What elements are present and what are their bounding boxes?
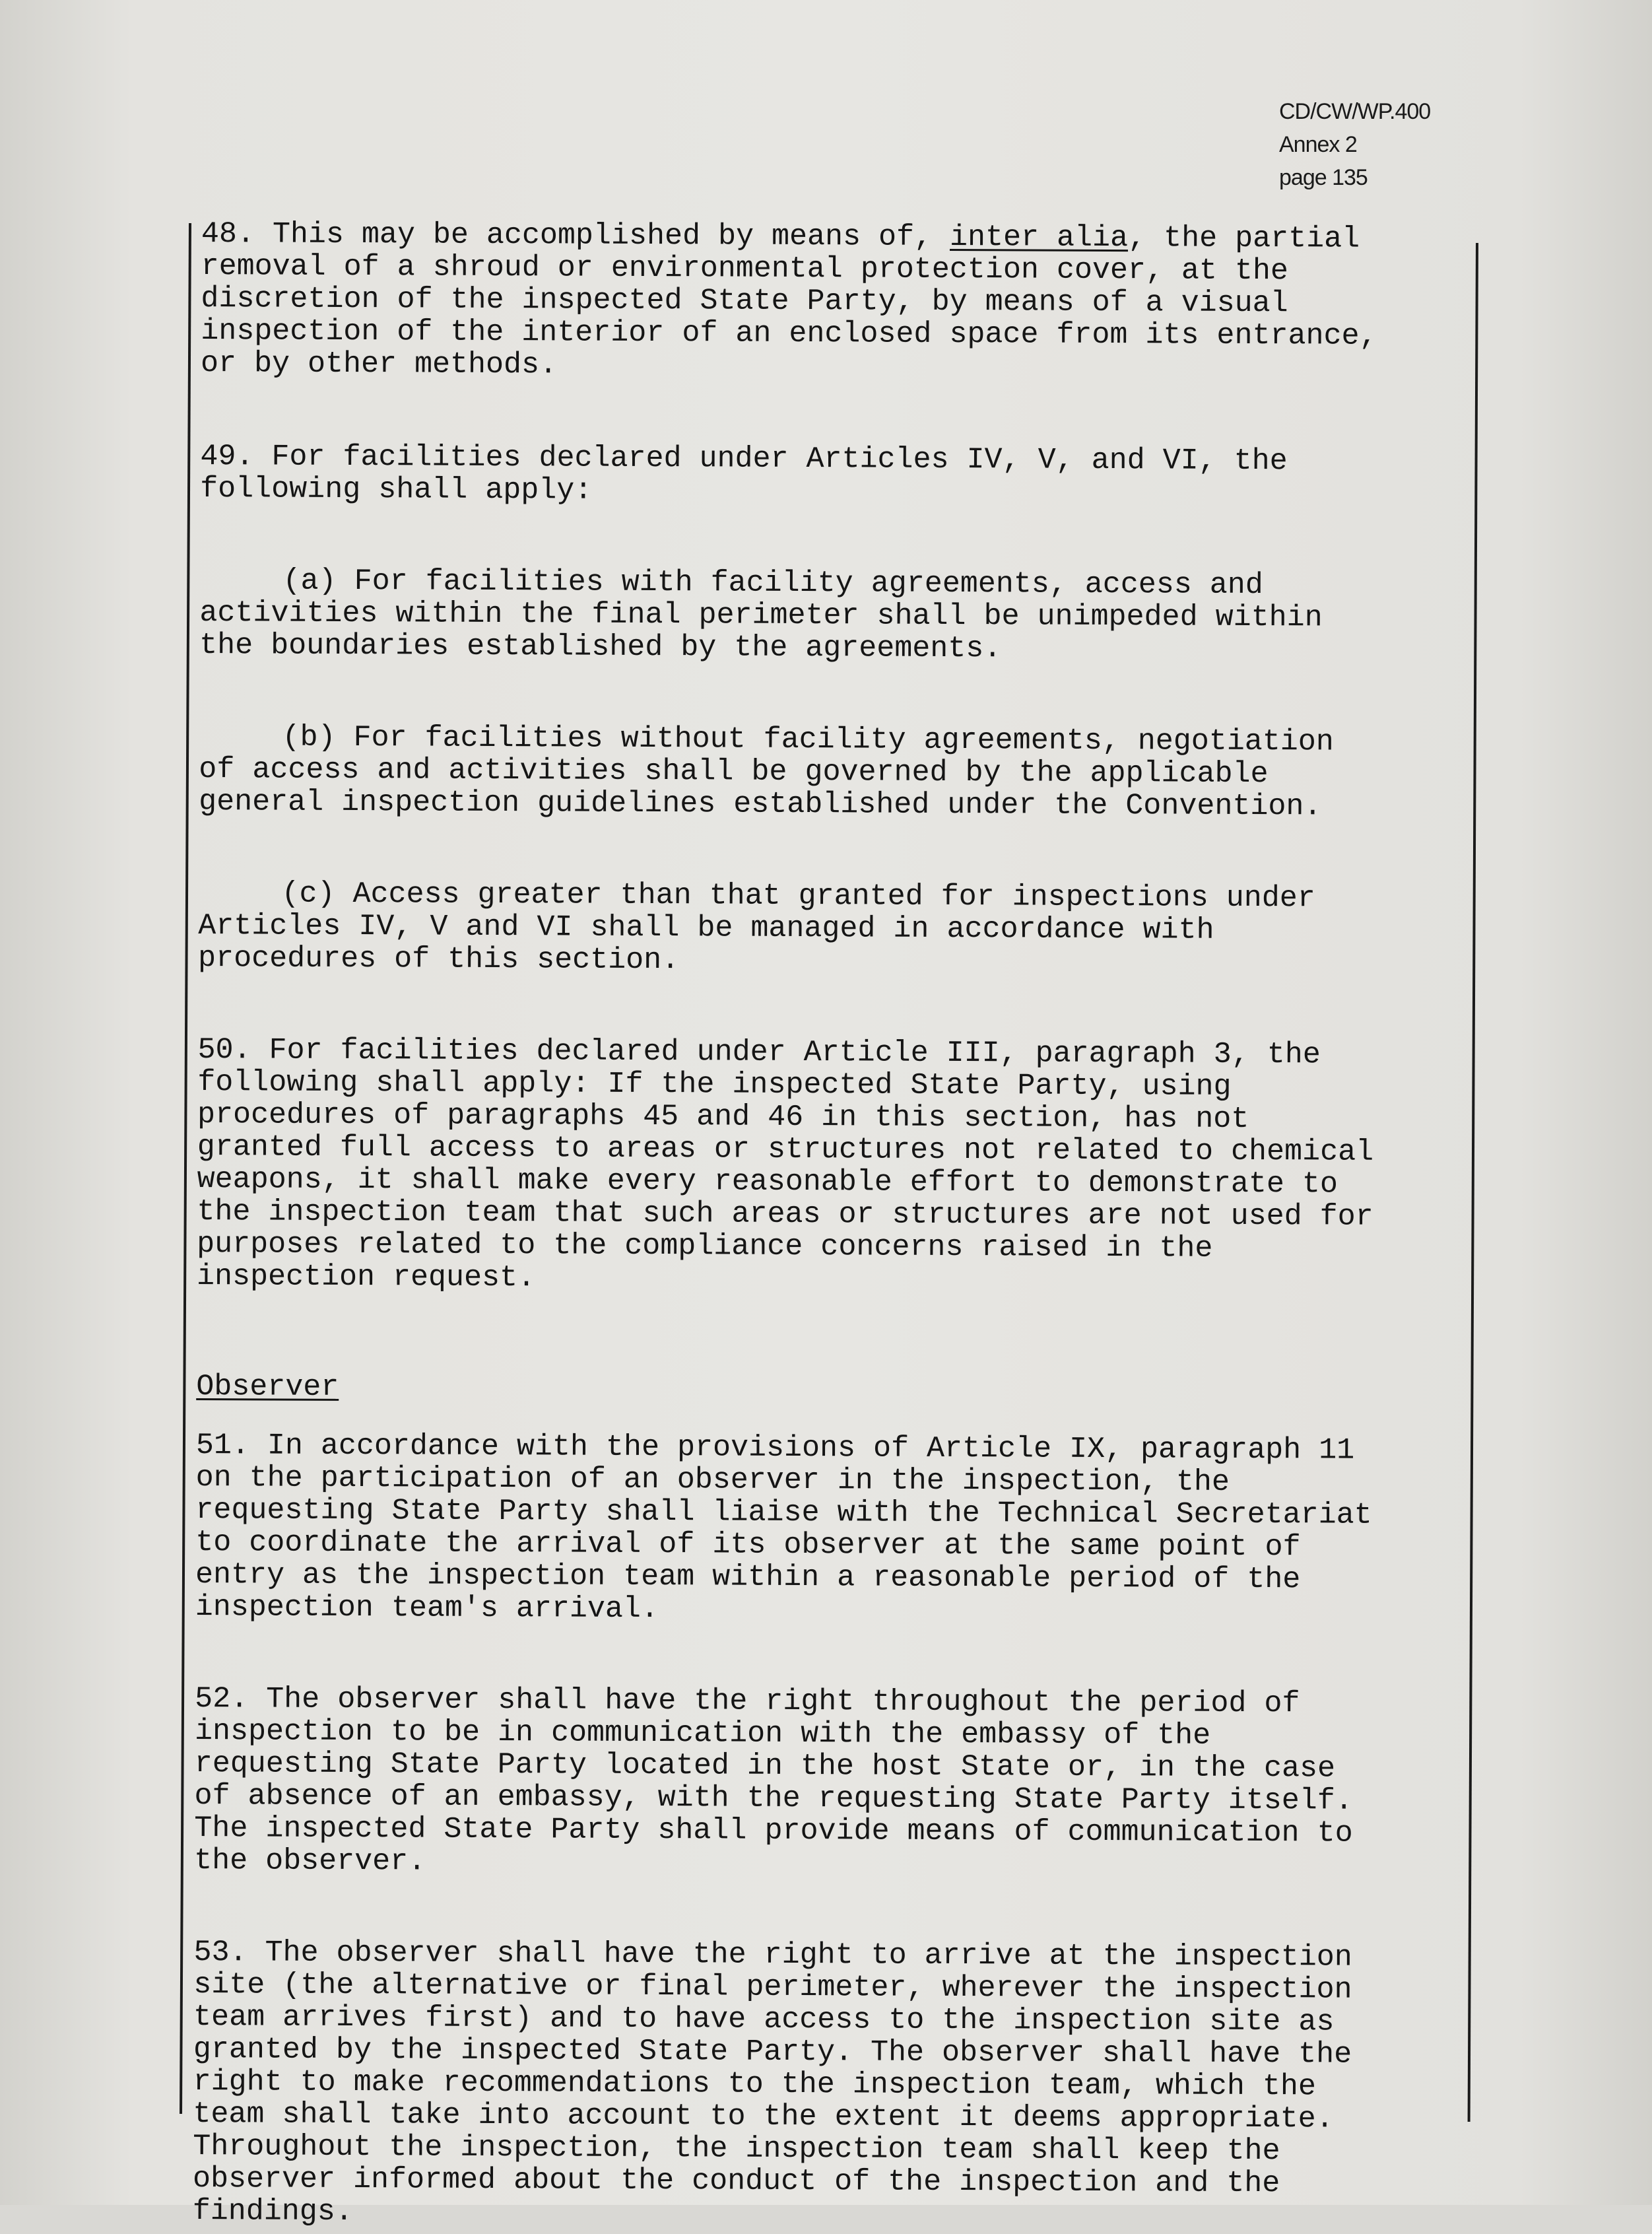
text-line: findings. [192, 2194, 353, 2229]
text-line: Articles IV, V and VI shall be managed in accordance with [198, 908, 1214, 947]
text-line: 53. The observer shall have the right to arrive at the inspection [193, 1935, 1352, 1975]
spacer [195, 1623, 1488, 1689]
text-line: to coordinate the arrival of its observer at the same point of [195, 1525, 1301, 1565]
text-line: purposes related to the compliance concerns raised in the [197, 1227, 1213, 1266]
paragraph-52 [194, 1683, 1488, 1883]
spacer [196, 1293, 1490, 1376]
paragraph-49b [199, 721, 1493, 824]
text-line: observer informed about the conduct of the inspection and the [192, 2161, 1280, 2201]
text-line: procedures of paragraphs 45 and 46 in this section, has not [197, 1097, 1249, 1136]
text-line: of absence of an embassy, with the requesting State Party itself. [194, 1778, 1353, 1818]
text-line: inspection to be in communication with the embassy of the [194, 1714, 1211, 1753]
text-line: (b) For facilities without facility agreements, negotiation [282, 720, 1334, 759]
text-line: the boundaries established by the agreements. [199, 628, 1002, 666]
text-line: on the participation of an observer in the inspection, the [195, 1460, 1230, 1499]
text-line: team shall take into account to the extent it deems appropriate. [193, 2097, 1334, 2136]
text-line: removal of a shroud or environmental protection cover, at the [201, 249, 1289, 288]
document-symbol: CD/CW/WP.400 [1279, 99, 1431, 124]
spacer [194, 1877, 1488, 1942]
text-line: team arrives first) and to have access to the inspection site as [193, 2000, 1335, 2039]
text-line: of access and activities shall be governed by the applicable [199, 752, 1269, 792]
left-margin-rule [180, 223, 191, 2114]
text-line: inspection of the interior of an enclosed space from its entrance, [201, 314, 1377, 353]
text-line: The inspected State Party shall provide means of communication to [194, 1811, 1353, 1850]
underlined-term: inter alia [949, 220, 1129, 255]
text-line: granted by the inspected State Party. The observer shall have the [193, 2032, 1352, 2072]
spacer [198, 974, 1492, 1040]
document-body [193, 218, 1495, 2233]
paragraph-49a [199, 564, 1494, 667]
text-line: the inspection team that such areas or structures are not used for [197, 1194, 1373, 1234]
text-line: weapons, it shall make every reasonable effort to demonstrate to [197, 1162, 1338, 1202]
text-line: the observer. [194, 1843, 426, 1879]
spacer [199, 818, 1492, 883]
text-line: or by other methods. [200, 346, 558, 382]
text-line: 49. For facilities declared under Articles IV, V, and VI, the [200, 439, 1288, 479]
text-line: inspection team's arrival. [195, 1590, 659, 1627]
text-line: procedures of this section. [197, 941, 680, 978]
section-heading [196, 1371, 1490, 1409]
text-line: following shall apply: [200, 471, 593, 508]
text-line: entry as the inspection team within a reasonable period of the [195, 1557, 1301, 1597]
annex-label: Annex 2 [1279, 132, 1357, 157]
spacer [200, 505, 1494, 570]
text-line: site (the alternative or final perimeter, wherever the inspection [193, 1967, 1352, 2007]
paragraph-50 [197, 1034, 1492, 1299]
paragraph-49 [200, 440, 1494, 511]
text-line: following shall apply: If the inspected State Party, using [197, 1065, 1232, 1104]
text-line: general inspection guidelines established under the Convention. [199, 784, 1322, 824]
page-number: page 135 [1279, 165, 1368, 190]
text-line: (c) Access greater than that granted for inspections under [281, 877, 1315, 916]
paragraph-51 [195, 1429, 1490, 1629]
text-line: Throughout the inspection, the inspection team shall keep the [193, 2129, 1280, 2169]
paragraph-53 [193, 1936, 1488, 2233]
paragraph-48 [201, 218, 1495, 386]
document-header [1279, 95, 1430, 194]
text-line: right to make recommendations to the inspection team, which the [193, 2064, 1317, 2104]
spacer [199, 661, 1493, 727]
text-line: requesting State Party located in the host State or, in the case [194, 1746, 1336, 1786]
text-line: discretion of the inspected State Party, by means of a visual [201, 281, 1288, 321]
heading-observer: Observer [196, 1369, 339, 1404]
text-span: , the partial [1128, 221, 1360, 256]
text-line: 52. The observer shall have the right throughout the period of [195, 1681, 1300, 1721]
text-line: inspection request. [196, 1259, 536, 1295]
paragraph-49c [198, 877, 1492, 980]
text-line: (a) For facilities with facility agreements, access and [282, 564, 1263, 603]
text-line: 50. For facilities declared under Article III, paragraph 3, the [197, 1032, 1321, 1072]
text-line: 51. In accordance with the provisions of Article IX, paragraph 11 [195, 1428, 1355, 1468]
text-span: 48. This may be accomplished by means of, [201, 217, 950, 254]
spacer [201, 380, 1494, 446]
text-line: granted full access to areas or structures not related to chemical [197, 1130, 1374, 1169]
text-line: activities within the final perimeter shall be unimpeded within [199, 595, 1323, 635]
text-line: requesting State Party shall liaise with the Technical Secretariat [195, 1493, 1372, 1532]
